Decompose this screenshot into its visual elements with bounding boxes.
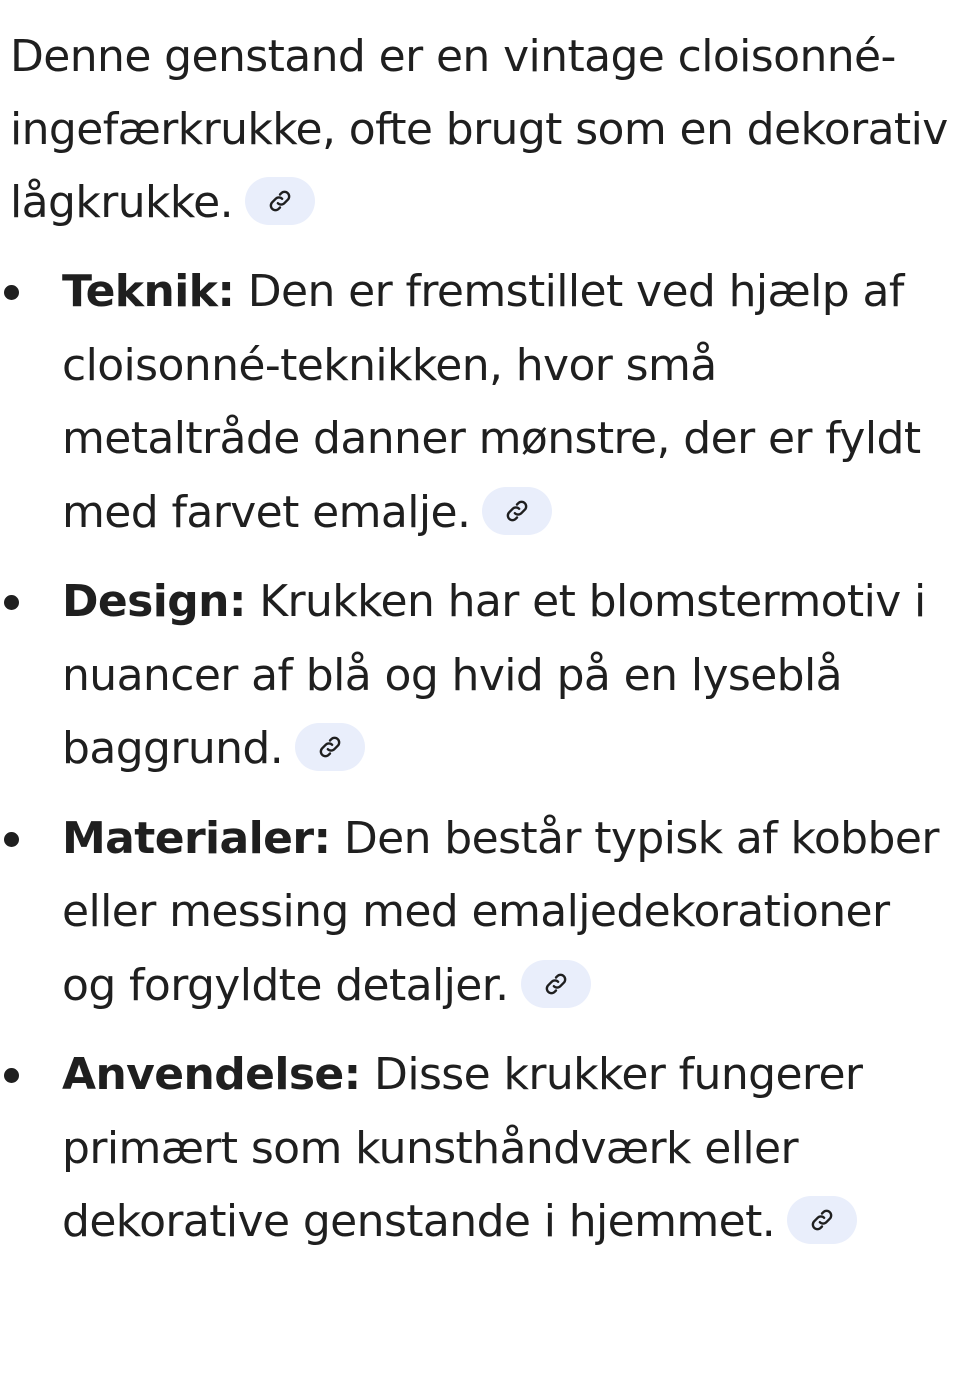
bullet-dot [4, 832, 19, 847]
source-link-chip[interactable] [521, 960, 591, 1008]
bullet-term: Teknik: [62, 266, 235, 317]
bullet-dot [4, 285, 19, 300]
list-item [10, 1038, 948, 1259]
source-link-chip[interactable] [482, 487, 552, 535]
list-item [10, 565, 948, 786]
bullet-term: Materialer: [62, 812, 331, 864]
bullet-text: Disse krukker fungerer primært som kunsthåndværk eller dekorative genstande i hjemmet. [62, 1049, 863, 1247]
link-icon [543, 971, 569, 997]
source-link-chip[interactable] [295, 723, 365, 771]
source-link-chip[interactable] [787, 1196, 857, 1244]
intro-text: Denne genstand er en vintage cloisonné-ingefærkrukke, ofte brugt som en dekorativ lågkrukke. [10, 31, 948, 228]
bullet-text: Den er fremstillet ved hjælp af cloisonné-teknikken, hvor små metaltråde danner mønstre, der er fyldt med farvet emalje. [62, 266, 921, 538]
list-item [10, 802, 948, 1023]
bullet-text: Krukken har et blomstermotiv i nuancer af blå og hvid på en lyseblå baggrund. [62, 576, 926, 774]
bullet-text: Den består typisk af kobber eller messing med emaljedekorationer og forgyldte detaljer. [62, 812, 939, 1011]
bullet-term: Design: [62, 576, 246, 627]
link-icon [317, 734, 343, 760]
link-icon [504, 498, 530, 524]
list-item [10, 255, 948, 549]
bullet-dot [4, 1068, 19, 1083]
link-icon [267, 188, 293, 214]
source-link-chip[interactable] [245, 177, 315, 225]
bullet-list [10, 255, 948, 1259]
bullet-dot [4, 595, 19, 610]
bullet-term: Anvendelse: [62, 1049, 361, 1100]
intro-paragraph [10, 20, 948, 239]
link-icon [809, 1207, 835, 1233]
